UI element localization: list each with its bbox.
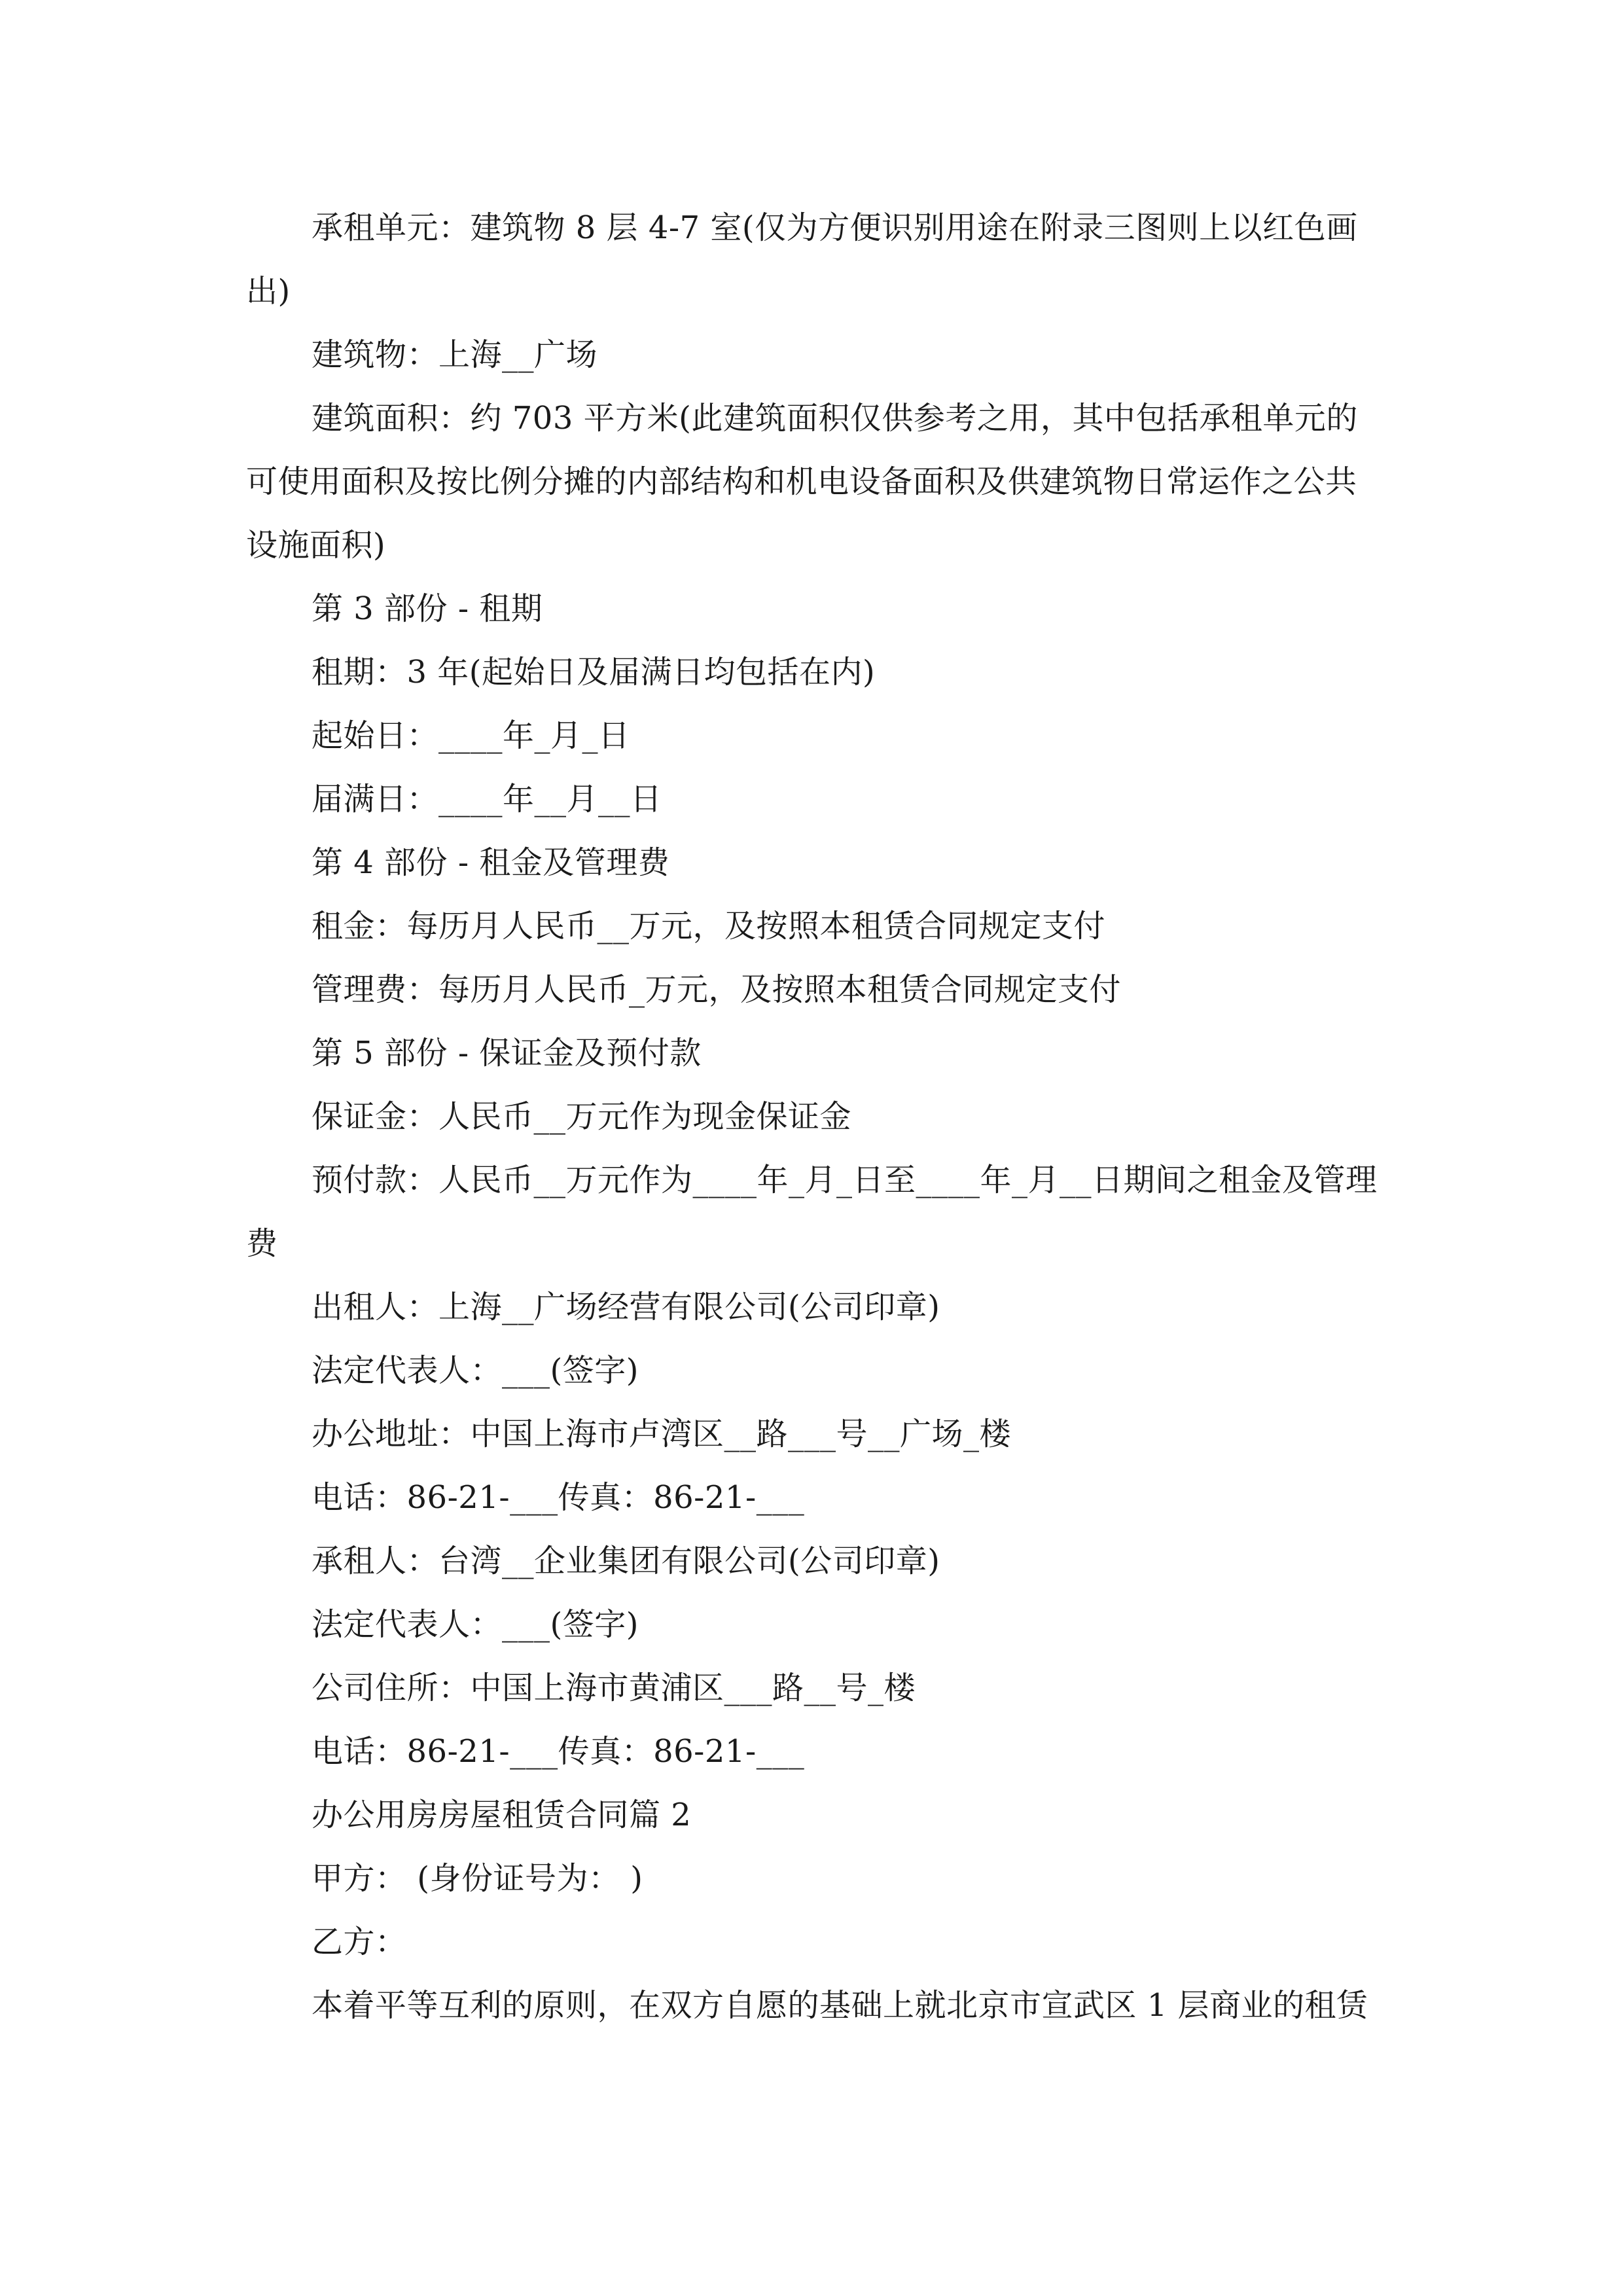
paragraph-rent: 租金：每历月人民币__万元，及按照本租赁合同规定支付 [312,908,1106,944]
paragraph-floor-area: 建筑面积：约 703 平方米(此建筑面积仅供参考之用，其中包括承租单元的可使用面积及按比例分摊的内部结构和机电设备面积及供建筑物日常运作之公共设施面积) [246,400,1358,564]
paragraph-prepayment: 预付款：人民币__万元作为____年_月_日至____年_月__日期间之租金及管理费 [246,1162,1378,1262]
paragraph-lessor: 出租人：上海__广场经营有限公司(公司印章) [312,1289,940,1325]
paragraph-lessee-representative: 法定代表人：___(签字) [312,1606,639,1643]
paragraph-start-date: 起始日：____年_月_日 [312,717,630,754]
paragraph-lessor-representative: 法定代表人：___(签字) [312,1352,639,1389]
section-heading-rent: 第 4 部份 - 租金及管理费 [312,844,670,881]
paragraph-term: 租期：3 年(起始日及届满日均包括在内) [312,654,876,691]
section-heading-term: 第 3 部份 - 租期 [312,590,543,627]
paragraph-party-a: 甲方： (身份证号为： ) [312,1860,643,1897]
section-heading-deposit: 第 5 部份 - 保证金及预付款 [312,1035,702,1071]
paragraph-unit: 承租单元：建筑物 8 层 4-7 室(仅为方便识别用途在附录三图则上以红色画出) [246,209,1358,310]
paragraph-end-date: 届满日：____年__月__日 [312,781,662,817]
contract-title-2: 办公用房房屋租赁合同篇 2 [312,1797,692,1833]
paragraph-deposit: 保证金：人民币__万元作为现金保证金 [312,1098,852,1135]
document-body [246,196,1378,2037]
paragraph-management-fee: 管理费：每历月人民币_万元，及按照本租赁合同规定支付 [312,971,1122,1008]
paragraph-building: 建筑物：上海__广场 [312,336,598,373]
paragraph-lessor-address: 办公地址：中国上海市卢湾区__路___号__广场_楼 [312,1416,1012,1452]
paragraph-party-b: 乙方： [312,1924,407,1960]
paragraph-lessee-phone: 电话：86-21-___传真：86-21-___ [312,1733,805,1770]
paragraph-preamble: 本着平等互利的原则，在双方自愿的基础上就北京市宣武区 1 层商业的租赁 [312,1987,1368,2024]
paragraph-lessee-address: 公司住所：中国上海市黄浦区___路__号_楼 [312,1670,916,1706]
paragraph-lessor-phone: 电话：86-21-___传真：86-21-___ [312,1479,805,1516]
paragraph-lessee: 承租人：台湾__企业集团有限公司(公司印章) [312,1543,940,1579]
